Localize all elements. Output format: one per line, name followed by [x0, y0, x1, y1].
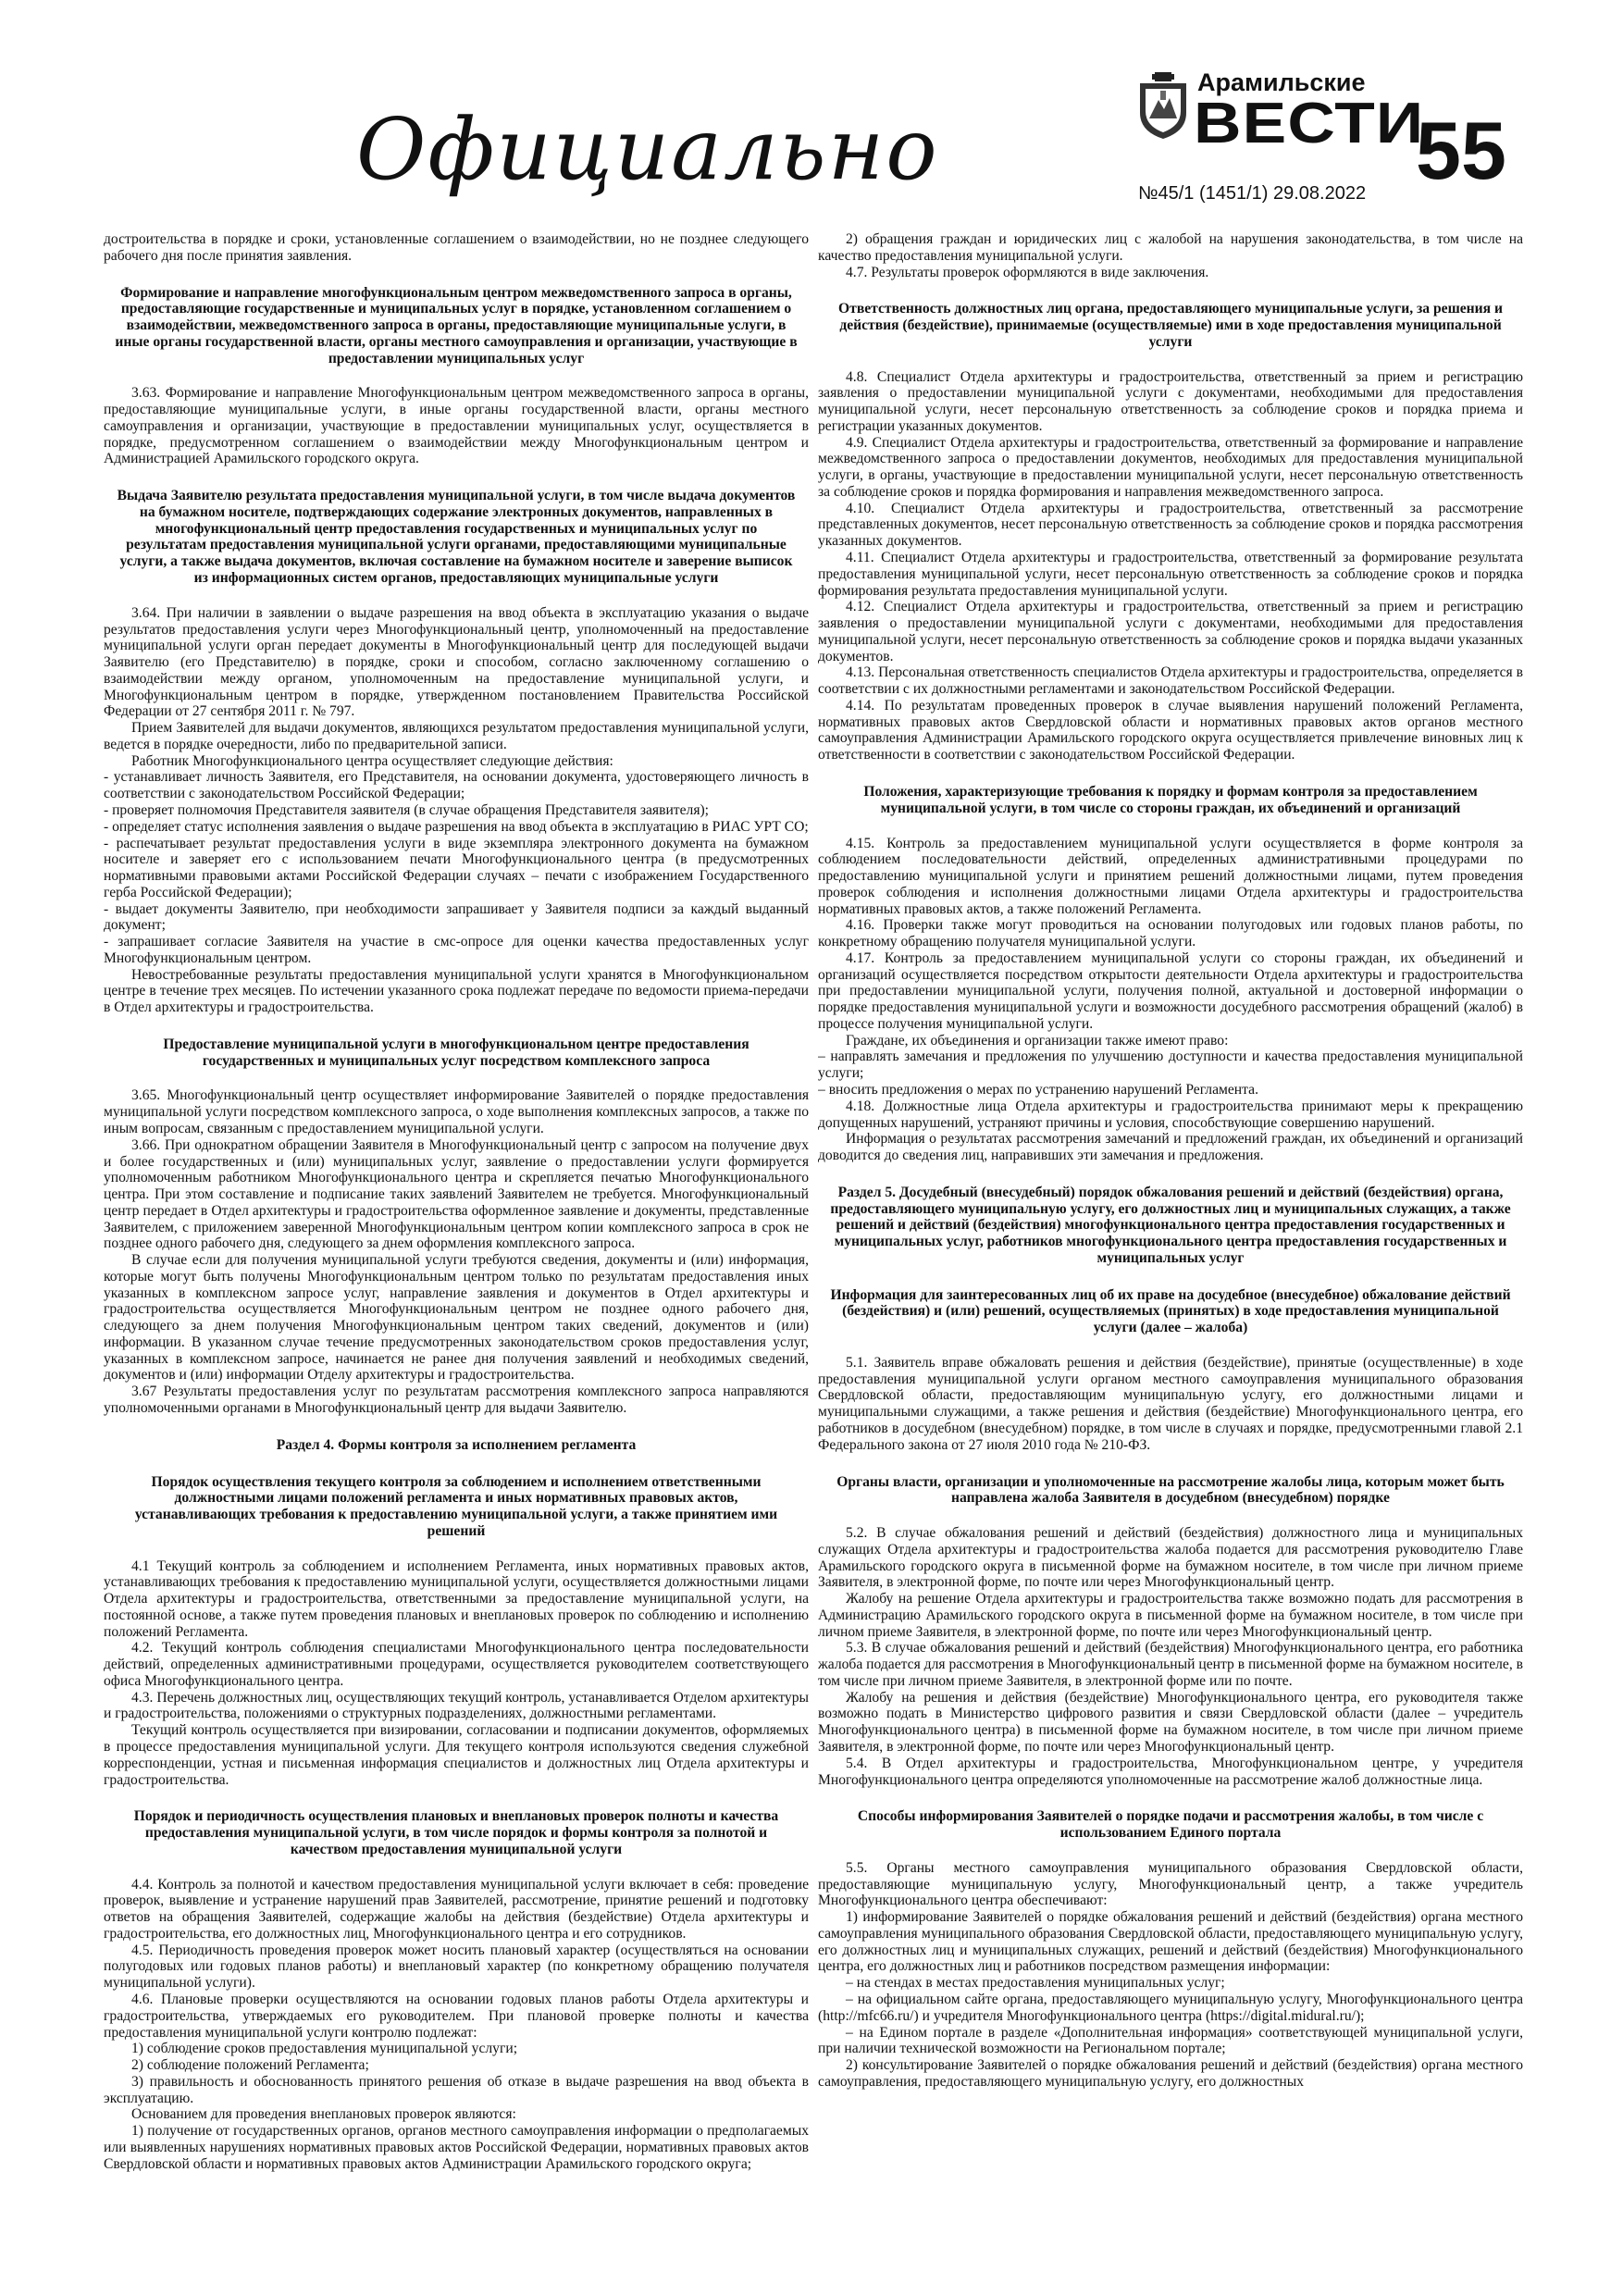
- section-heading: Порядок осуществления текущего контроля за соблюдением и исполнением ответственными должностными лицами положений регламента и иных нормативных правовых актов, устанавливающих требования к предоставлению муниципальной услуги, а также принятием ими решений: [134, 1473, 778, 1539]
- right-column: [818, 231, 1523, 2286]
- paragraph: 4.15. Контроль за предоставлением муниципальной услуги осуществляется в форме контроля за соблюдением последовательности действий, определенных административными процедурами по предоставлению муниципальной услуги и принятием решений должностными лицами, путем проведения проверок соблюдения и исполнения должностными лицами Отдела архитектуры и градостроительства нормативных правовых актов, а также положений Регламента.: [818, 835, 1523, 917]
- section-heading: Информация для заинтересованных лиц об их праве на досудебное (внесудебное) обжалование действий (бездействия) и (или) решений, осуществляемых (принятых) в ходе предоставления муниципальной услуги (далее – жалоба): [830, 1286, 1511, 1336]
- paragraph: Работник Многофункционального центра осуществляет следующие действия:: [131, 752, 613, 769]
- paragraph: Невостребованные результаты предоставления муниципальной услуги хранятся в Многофункциональном центре в течение трех месяцев. По истечении указанного срока подлежат передаче по ведомости приема-передачи в Отдел архитектуры и градостроительства.: [104, 966, 809, 1016]
- paragraph: 4.4. Контроль за полнотой и качеством предоставления муниципальной услуги включает в себя: проведение проверок, выявление и устранение нарушений прав Заявителей, рассмотрение, принятие решений и подготовку ответов на обращения Заявителей, содержащие жалобы на действия (бездействие) Отдела архитектуры и градостроительства, его должностных лиц, Многофункционального центра и его сотрудников.: [104, 1876, 809, 1942]
- paragraph: 4.2. Текущий контроль соблюдения специалистами Многофункционального центра последовательности действий, определенных административными процедурами, осуществляется руководителем соответствующего офиса Многофункционального центра.: [104, 1640, 809, 1689]
- paragraph: 3.65. Многофункциональный центр осуществляет информирование Заявителей о порядке предоставления муниципальной услуги посредством комплексного запроса, о ходе выполнения комплексных запросов, а также по иным вопросам, связанным с предоставлением муниципальной услуги.: [104, 1087, 809, 1136]
- paragraph: - проверяет полномочия Представителя заявителя (в случае обращения Представителя заявителя);: [104, 801, 710, 818]
- paragraph: 2) соблюдение положений Регламента;: [131, 2057, 369, 2074]
- paragraph: 2) консультирование Заявителей о порядке обжалования решений и действий (бездействия) органа местного самоуправления, предоставляющего муниципальную услугу, его должностных: [818, 2057, 1523, 2090]
- paragraph: 1) получение от государственных органов, органов местного самоуправления информации о предполагаемых или выявленных нарушениях нормативных правовых актов Российской Федерации, нормативных правовых актов Свердловской области и нормативных правовых актов Администрации Арамильского городского округа;: [104, 2123, 809, 2172]
- section-heading: Порядок и периодичность осуществления плановых и внеплановых проверок полноты и качества предоставления муниципальной услуги, в том числе порядок и формы контроля за полнотой и качеством предоставления муниципальной услуги: [133, 1808, 779, 1857]
- section-heading: Предоставление муниципальной услуги в многофункциональном центре предоставления государственных и муниципальных услуг посредством комплексного запроса: [163, 1036, 750, 1069]
- paragraph: - определяет статус исполнения заявления о выдаче разрешения на ввод объекта в эксплуатацию в РИАС УРТ СО;: [104, 818, 809, 835]
- paragraph: 4.5. Периодичность проведения проверок может носить плановый характер (осуществляться на основании полугодовых или годовых планов работы) и внеплановый характер (по конкретному обращению получателя муниципальной услуги).: [104, 1942, 809, 1992]
- paragraph: 5.5. Органы местного самоуправления муниципального образования Свердловской области, предоставляющие муниципальную услугу, Многофункциональный центр, а также учредитель Многофункционального центра обеспечивают:: [818, 1859, 1523, 1909]
- paragraph: 5.4. В Отдел архитектуры и градостроительства, Многофункциональном центре, у учредителя Многофункционального центра определяются уполномоченные на рассмотрение жалоб должностные лица.: [818, 1755, 1523, 1788]
- paragraph: Прием Заявителей для выдачи документов, являющихся результатом предоставления муниципальной услуги, ведется в порядке очередности, либо по предварительной записи.: [104, 720, 809, 752]
- paragraph: 3.67 Результаты предоставления услуг по результатам рассмотрения комплексного запроса направляются уполномоченными органами в Многофункциональный центр для выдачи Заявителю.: [104, 1384, 809, 1416]
- paragraph: 4.18. Должностные лица Отдела архитектуры и градостроительства принимают меры к прекращению допущенных нарушений, устраняют причины и условия, способствующие совершению нарушений.: [818, 1098, 1523, 1131]
- paragraph: 4.1 Текущий контроль за соблюдением и исполнением Регламента, иных нормативных правовых актов, устанавливающих требования к предоставлению муниципальной услуги, осуществляется должностными лицами Отдела архитектуры и градостроительства, ответственными за предоставление муниципальной услуги, на постоянной основе, а также путем проведения плановых и внеплановых проверок по соблюдению и исполнению положений Регламента.: [104, 1558, 809, 1640]
- paragraph: 4.9. Специалист Отдела архитектуры и градостроительства, ответственный за формирование и направление межведомственного запроса о предоставлении документов, необходимых для предоставления муниципальной услуги, в органы, участвующие в предоставлении муниципальной услуги, несет персональную ответственность за соблюдение сроков и порядка формирования и направления межведомственного запроса.: [818, 434, 1523, 500]
- paragraph: достроительства в порядке и сроки, установленные соглашением о взаимодействии, но не позднее следующего рабочего дня после принятия заявления.: [104, 231, 809, 264]
- section-heading: Выдача Заявителю результата предоставления муниципальной услуги, в том числе выдача документов на бумажном носителе, подтверждающих содержание электронных документов, направленных в многофункциональный центр предоставления государственных и муниципальных услуг по результатам предоставления муниципальной услуги органами, предоставляющими муниципальные услуги, а также выдача документов, включая составление на бумажном носителе и заверение выписок из информационных систем органов, предоставляющих муниципальные услуги: [117, 488, 796, 587]
- page-header: [0, 0, 1623, 231]
- logo-big-text: ВЕСТИ: [1194, 92, 1425, 155]
- paragraph: 5.3. В случае обжалования решений и действий (бездействия) Многофункционального центра, его работника жалоба подается для рассмотрения в Многофункциональный центр в письменной форме на бумажном носителе, в том числе при личном приеме Заявителя, в электронной форме или по почте.: [818, 1640, 1523, 1689]
- section-heading: Раздел 4. Формы контроля за исполнением регламента: [276, 1436, 637, 1453]
- paragraph: 4.11. Специалист Отдела архитектуры и градостроительства, ответственный за формирование результата предоставления муниципальной услуги, несет персональную ответственность за соблюдение сроков и порядка формирования результата предоставления муниципальной услуги.: [818, 550, 1523, 599]
- paragraph: Жалобу на решение Отдела архитектуры и градостроительства также возможно подать для рассмотрения в Администрацию Арамильского городского округа в письменной форме на бумажном носителе, в том числе при личном приеме Заявителя, в электронной форме, по почте или через Многофункциональный центр.: [818, 1591, 1523, 1640]
- paragraph: Информация о результатах рассмотрения замечаний и предложений граждан, их объединений и организаций доводится до сведения лиц, направивших эти замечания и предложения.: [818, 1131, 1523, 1164]
- paragraph: 4.6. Плановые проверки осуществляются на основании годовых планов работы Отдела архитектуры и градостроительства, утверждаемых его руководителем. При плановой проверке полноты и качества предоставления муниципальной услуги контролю подлежат:: [104, 1991, 809, 2041]
- paragraph: 4.16. Проверки также могут проводиться на основании полугодовых или годовых планов работы, по конкретному обращению получателя муниципальной услуги.: [818, 917, 1523, 950]
- paragraph: 4.12. Специалист Отдела архитектуры и градостроительства, ответственный за прием и регистрацию заявления о предоставлении муниципальной услуги с документами, необходимыми для предоставления муниципальной услуги, несет персональную ответственность за соблюдение сроков и порядка выдачи указанных документов.: [818, 599, 1523, 664]
- paragraph: – вносить предложения о мерах по устранению нарушений Регламента.: [818, 1081, 1258, 1098]
- paragraph: 3.63. Формирование и направление Многофункциональным центром межведомственного запроса в органы, предоставляющие муниципальные услуги, в иные органы государственной власти, органы местного самоуправления и организации, участвующие в предоставлении муниципальных услуг, осуществляется в порядке, предусмотренном соглашением о взаимодействии между Многофункциональным центром и Администрацией Арамильского городского округа.: [104, 385, 809, 467]
- paragraph: - запрашивает согласие Заявителя на участие в смс-опросе для оценки качества предоставленных услуг Многофункциональным центром.: [104, 934, 809, 966]
- paragraph: – на официальном сайте органа, предоставляющего муниципальную услугу, Многофункционального центра (http://mfc66.ru/) и учредителя Многофункционального центра (https://digital.midural.ru/);: [818, 1991, 1523, 2024]
- paragraph: – направлять замечания и предложения по улучшению доступности и качества предоставления муниципальной услуги;: [818, 1049, 1523, 1082]
- paragraph: 4.13. Персональная ответственность специалистов Отдела архитектуры и градостроительства, определяется в соответствии с их должностными регламентами и законодательством Российской Федерации.: [818, 664, 1523, 698]
- paragraph: 4.17. Контроль за предоставлением муниципальной услуги со стороны граждан, их объединений и организаций осуществляется посредством открытости деятельности Отдела архитектуры и градостроительства при предоставлении муниципальной услуги, получения полной, актуальной и достоверной информации о порядке предоставления муниципальной услуги и возможности досудебного рассмотрения обращений (жалоб) в процессе получения муниципальной услуги.: [818, 949, 1523, 1032]
- paragraph: – на стендах в местах предоставления муниципальных услуг;: [846, 1975, 1225, 1992]
- paragraph: 4.10. Специалист Отдела архитектуры и градостроительства, ответственный за рассмотрение представленных документов, несет персональную ответственность за соблюдение сроков и порядка рассмотрения указанных документов.: [818, 500, 1523, 550]
- paragraph: 4.14. По результатам проведенных проверок в случае выявления нарушений положений Регламента, нормативных правовых актов Свердловской области и нормативных правовых актов органов местного самоуправления Администрации Арамильского городского округа осуществляется привлечение виновных лиц к ответственности в соответствии с законодательством Российской Федерации.: [818, 697, 1523, 763]
- section-heading: Способы информирования Заявителей о порядке подачи и рассмотрения жалобы, в том числе с использованием Единого портала: [857, 1808, 1484, 1842]
- paragraph: 4.3. Перечень должностных лиц, осуществляющих текущий контроль, устанавливается Отделом архитектуры и градостроительства, положениями о структурных подразделениях, должностными регламентами.: [104, 1689, 809, 1722]
- paragraph: Жалобу на решения и действия (бездействие) Многофункционального центра, его руководителя также возможно подать в Министерство цифрового развития и связи Свердловской области (далее – учредитель Многофункционального центра) в письменной форме на бумажном носителе, в том числе при личном приеме Заявителя, в электронной форме, по почте или через Многофункциональный центр.: [818, 1689, 1523, 1756]
- issue-number: №45/1 (1451/1) 29.08.2022: [1138, 183, 1367, 204]
- paragraph: – на Едином портале в разделе «Дополнительная информация» соответствующей муниципальной услуги, при наличии технической возможности на Региональном портале;: [818, 2024, 1523, 2057]
- logo-small-text: Арамильские: [1197, 68, 1366, 96]
- section-heading: Положения, характеризующие требования к порядку и формам контроля за предоставлением муниципальной услуги, в том числе со стороны граждан, их объединений и организаций: [863, 783, 1478, 816]
- paragraph: 3) правильность и обоснованность принятого решения об отказе в выдаче разрешения на ввод объекта в эксплуатацию.: [104, 2073, 809, 2106]
- paragraph: 4.8. Специалист Отдела архитектуры и градостроительства, ответственный за прием и регистрацию заявления о предоставлении муниципальной услуги с документами, необходимыми для предоставления муниципальной услуги, несет персональную ответственность за соблюдение сроков и порядка приема и регистрации указанных документов.: [818, 368, 1523, 434]
- section-heading: Ответственность должностных лиц органа, предоставляющего муниципальные услуги, за решения и действия (бездействие), принимаемые (осуществляемые) ими в ходе предоставления муниципальной услуги: [838, 301, 1503, 350]
- paragraph: 1) информирование Заявителей о порядке обжалования решений и действий (бездействия) органа местного самоуправления муниципального образования Свердловской области, предоставляющего муниципальную услугу, его должностных лиц и муниципальных служащих, решений и действий (бездействия) Многофункционального центра, его должностных лиц и работников посредством размещения информации:: [818, 1909, 1523, 1975]
- paragraph: 2) обращения граждан и юридических лиц с жалобой на нарушения законодательства, в том числе на качество предоставления муниципальной услуги.: [818, 231, 1523, 264]
- paragraph: - устанавливает личность Заявителя, его Представителя, на основании документа, удостоверяющего личность в соответствии с законодательством Российской Федерации;: [104, 769, 809, 802]
- paragraph: 1) соблюдение сроков предоставления муниципальной услуги;: [131, 2041, 518, 2057]
- paragraph: Основанием для проведения внеплановых проверок являются:: [131, 2106, 516, 2123]
- paragraph: - выдает документы Заявителю, при необходимости запрашивает у Заявителя подписи за каждый выданный документ;: [104, 900, 809, 934]
- paragraph: 5.2. В случае обжалования решений и действий (бездействия) должностного лица и муниципальных служащих Отдела архитектуры и градостроительства жалоба подается для рассмотрения руководителю Главе Арамильского городского округа в письменной форме на бумажном носителе, в том числе при личном приеме Заявителя, в электронной форме, по почте или через Многофункциональный центр.: [818, 1525, 1523, 1591]
- section-heading: Формирование и направление многофункциональным центром межведомственного запроса в органы, предоставляющие государственные и муниципальных услуг в порядке, установленном соглашением о взаимодействии, межведомственного запроса в органы, предоставляющие муниципальные услуги, в иные органы государственной власти, органы местного самоуправления и организации, участвующие в предоставлении муниципальных услуг: [115, 284, 798, 366]
- paragraph: Текущий контроль осуществляется при визировании, согласовании и подписании документов, оформляемых в процессе предоставления муниципальной услуги. Для текущего контроля используются сведения служебной корреспонденции, устная и письменная информация специалистов и должностных лиц Отдела архитектуры и градостроительства.: [104, 1722, 809, 1788]
- paragraph: Граждане, их объединения и организации также имеют право:: [846, 1032, 1229, 1049]
- paragraph: 5.1. Заявитель вправе обжаловать решения и действия (бездействие), принятые (осуществленные) в ходе предоставления муниципальной услуги органом местного самоуправления муниципального образования Свердловской области, предоставляющим муниципальную услугу, его должностными лицами и муниципальными служащими, а также решения и действия (бездействие) Многофункционального центра, его работников в досудебном (внесудебном) порядке, в том числе в случаях и порядке, предусмотренными главой 2.1 Федерального закона от 27 июля 2010 года № 210-ФЗ.: [818, 1354, 1523, 1453]
- section-title: Официально: [356, 100, 939, 199]
- paragraph: 3.66. При однократном обращении Заявителя в Многофункциональный центр с запросом на получение двух и более государственных и (или) муниципальных услуг, заявление о предоставлении услуги формируется уполномоченным работником Многофункционального центра и скрепляется печатью Многофункционального центра. При этом составление и подписание таких заявлений Заявителем не требуется. Многофункциональный центр передает в Отдел архитектуры и градостроительства оформленное заявление и документы, представленные Заявителем, с приложением заверенной Многофункциональным центром копии комплексного запроса в срок не позднее одного рабочего дня, следующего за днем оформления комплексного запроса.: [104, 1136, 809, 1252]
- paragraph: 3.64. При наличии в заявлении о выдаче разрешения на ввод объекта в эксплуатацию указания о выдаче результатов предоставления услуги через Многофункциональный центр, уполномоченный на предоставление муниципальной услуги орган передает документы в Многофункциональный центр для последующей выдачи Заявителю (его Представителю) в порядке, сроки и способом, согласно заключенному соглашению о взаимодействии между органом, уполномоченным на предоставление муниципальной услуги, и Многофункциональным центром в порядке, утвержденном постановлением Правительства Российской Федерации от 27 сентября 2011 г. № 797.: [104, 604, 809, 720]
- newspaper-logo: [1136, 37, 1425, 204]
- paragraph: 4.7. Результаты проверок оформляются в виде заключения.: [846, 264, 1209, 280]
- left-column: [104, 231, 809, 2286]
- paragraph: В случае если для получения муниципальной услуги требуются сведения, документы и (или) информация, которые могут быть получены Многофункциональным центром только по результатам предоставления иных указанных в комплексном запросе услуг, направление заявления и документов в Отдел архитектуры и градостроительства осуществляется Многофункциональным центром не позднее одного рабочего дня, следующего за днем получения Многофункциональным центром таких сведений, документов и (или) информации. В указанном случае течение предусмотренных законодательством сроков предоставления услуг, указанных в комплексном запросе, начинается не ранее дня получения заявлений и необходимых сведений, документов и (или) информации Отделу архитектуры и градостроительства.: [104, 1252, 809, 1384]
- paragraph: - распечатывает результат предоставления услуги в виде экземпляра электронного документа на бумажном носителе и заверяет его с использованием печати Многофункционального центра (в предусмотренных нормативными правовыми актами Российской Федерации случаях – печати с изображением Государственного герба Российской Федерации);: [104, 835, 809, 900]
- coat-of-arms-icon: [1136, 72, 1190, 139]
- section-heading: Раздел 5. Досудебный (внесудебный) порядок обжалования решений и действий (бездействия) органа, предоставляющего муниципальную услугу, его должностных лиц и муниципальных служащих, а также решений и действий (бездействия) многофункционального центра предоставления государственных и муниципальных услуг, работников многофункционального центра предоставления государственных и муниципальных услуг: [830, 1184, 1511, 1266]
- section-heading: Органы власти, организации и уполномоченные на рассмотрение жалобы лица, которым может быть направлена жалоба Заявителя в досудебном (внесудебном) порядке: [836, 1473, 1505, 1507]
- page-number: 55: [1416, 105, 1506, 196]
